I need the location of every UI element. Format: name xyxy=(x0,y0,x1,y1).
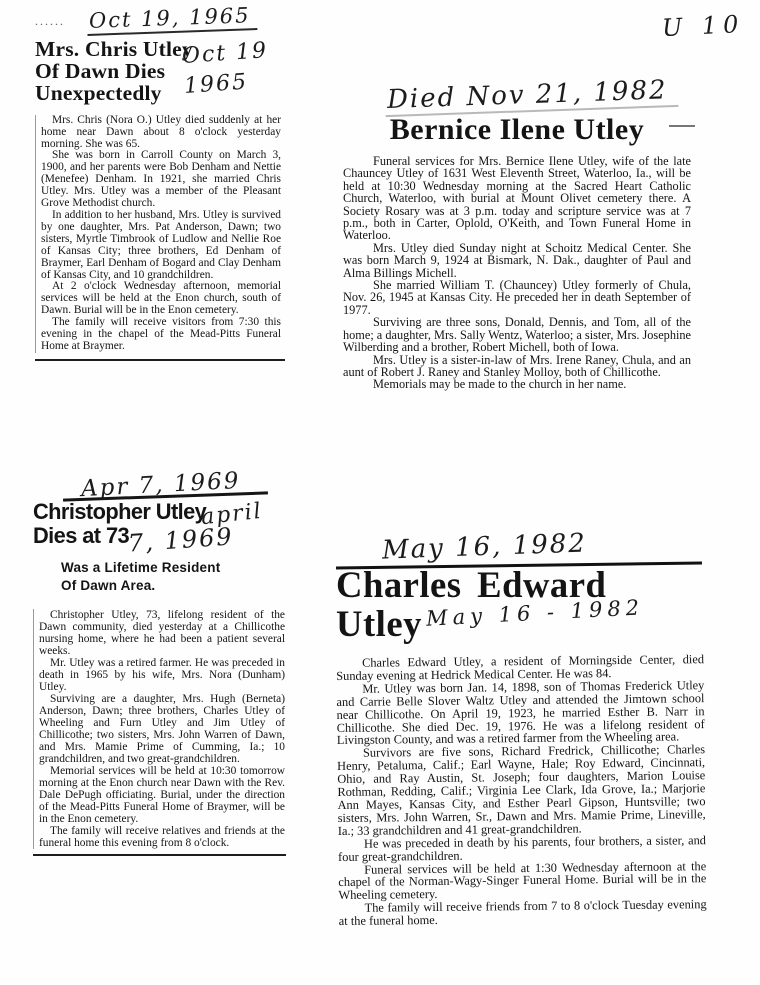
article-body xyxy=(343,155,691,391)
paragraph: Christopher Utley, 73, lifelong resident of the Dawn community, died yesterday at a Chillicothe nursing home, where he had been a patient several weeks. xyxy=(39,608,285,657)
paragraph: Mrs. Utley is a sister-in-law of Mrs. Irene Raney, Chula, and an aunt of Robert J. Raney and Stanley Molloy, both of Chillicothe. xyxy=(343,352,691,379)
clipping-bernice-ilene-utley xyxy=(343,75,691,392)
headline: Christopher Utley Dies at 73 xyxy=(33,499,207,548)
paragraph: Mrs. Chris (Nora O.) Utley died suddenly at her home near Dawn about 8 o'clock yesterday morning. She was 65. xyxy=(41,113,281,150)
paragraph: Funeral services will be held at 1:30 Wednesday afternoon at the chapel of the Norman-Wagy-Singer Funeral Home. Burial will be in the Wheeling cemetery. xyxy=(338,858,707,902)
article-body xyxy=(33,609,285,849)
paragraph: She married William T. (Chauncey) Utley formerly of Chula, Nov. 26, 1945 at Kansas City. He preceded her in death September of 1977. xyxy=(343,278,691,317)
paragraph: He was preceded in death by his parents, four brothers, a sister, and four great-grandchildren. xyxy=(338,832,707,864)
paragraph: At 2 o'clock Wednesday afternoon, memorial services will be held at the Enon church, south of Dawn. Burial will be in the Enon cemetery. xyxy=(41,280,281,317)
handwritten-date-row xyxy=(35,3,288,33)
headline: Mrs. Chris Utley Of Dawn Dies Unexpectedly xyxy=(35,37,193,105)
headline: Charles Edward Utley xyxy=(336,565,607,645)
handwritten-date-month: april xyxy=(199,498,264,531)
headline: Bernice Ilene Utley xyxy=(343,113,691,147)
handwritten-date: Died Nov 21, 1982 xyxy=(385,75,679,117)
headline-row xyxy=(35,39,288,105)
article-body xyxy=(336,653,707,928)
paragraph: The family will receive visitors from 7:30 this evening in the chapel of the Mead-Pitts Funeral Home at Braymer. xyxy=(41,316,281,352)
paragraph: Surviving are a daughter, Mrs. Hugh (Berneta) Anderson, Dawn; three brothers, Charles Utley of Wheeling and Furn Utley and Jim Utley of Chillicothe; two sisters, Mrs. John Warren of Dawn, and Mrs. Mamie Prime of Cumming, Ia.; 10 grandchildren, and two great-grandchildren. xyxy=(39,692,285,765)
paragraph: She was born in Carroll County on March 3, 1900, and her parents were Bob Denham and Nettie (Menefee) Denham. In 1921, she married Chris Utley. Mrs. Utley was a member of the Pleasant Grove Methodist church. xyxy=(41,149,281,210)
headline-row xyxy=(336,567,704,645)
paragraph: The family will receive friends from 7 to 8 o'clock Tuesday evening at the funeral home. xyxy=(338,897,707,928)
paragraph: In addition to her husband, Mrs. Utley is survived by one daughter, Mrs. Pat Anderson, Dawn; two sisters, Myrtle Timbrook of Ludlow and Nellie Roe of Kansas City; three brothers, Ed Denham of Braymer, Earl Denham of Bogard and Clay Denham of Kansas City, and 10 grandchildren. xyxy=(41,209,281,281)
paragraph: Memorials may be made to the church in her name. xyxy=(373,377,627,392)
handwritten-date-side: Oct 19 1965 xyxy=(181,38,269,99)
clipping-charles-edward-utley xyxy=(336,528,707,928)
paragraph: Mr. Utley was a retired farmer. He was preceded in death in 1965 by his wife, Mrs. Nora (Dunham) Utley. xyxy=(39,656,285,693)
clipping-divider-rule xyxy=(35,359,285,361)
handwritten-date: May 16, 1982 xyxy=(381,528,588,566)
paragraph: Surviving are three sons, Donald, Dennis, and Tom, all of the home; a daughter, Mrs. Sally Wentz, Waterloo; a sister, Mrs. Josephine Wilberding and a brother, Robert Michell, both of Iowa. xyxy=(343,315,691,355)
handwritten-date: Oct 19, 1965 xyxy=(87,3,257,36)
handwritten-date-overlay: May 16 - 1982 xyxy=(425,595,645,631)
clipping-mrs-chris-utley xyxy=(35,3,288,361)
headline-row xyxy=(33,498,291,558)
paragraph: Mr. Utley was born Jan. 14, 1898, son of Thomas Frederick Utley and Carrie Belle Slover Waltz Utley and attended the Jimtown school near Chillicothe. On April 19, 1923, he married Esther B. Narr in Chillicothe. She died Dec. 19, 1976. He was a lifelong resident of Livingston County, and was a retired farmer from the Wheeling area. xyxy=(336,677,705,748)
clipping-divider-rule xyxy=(33,854,286,856)
handwritten-date-day-year: 7, 1969 xyxy=(127,522,235,558)
subheadline: Was a Lifetime Resident Of Dawn Area. xyxy=(61,560,221,594)
paragraph: Memorial services will be held at 10:30 tomorrow morning at the Enon church near Dawn with the Rev. Dale DePugh officiating. Burial, under the direction of the Mead-Pitts Funeral Home of Braymer, will be in the Enon cemetery. xyxy=(39,764,285,825)
paragraph: The family will receive relatives and friends at the funeral home this evening from 8 o'clock. xyxy=(39,824,285,849)
article-body xyxy=(35,115,281,353)
dotted-leader: ...... xyxy=(35,14,65,28)
paragraph: Survivors are five sons, Richard Fredrick, Chillicothe; Charles Henry, Petaluma, Calif.; Earl Wayne, Hale; Roy Edward, Cincinnati, Ohio, and Ray Austin, St. Joseph; four daughters, Marion Louise Rothman, Redding, Calif.; Virginia Lee Clark, Ida Grove, Ia.; Marjorie Ann Mayes, Kansas City, and Esther Pearl Gipson, Huntsville; two sisters, Mrs. John Warren, Sr., Dawn and Mrs. Mamie Prime, Lineville, Ia.; 33 grandchildren and 41 great-grandchildren. xyxy=(337,742,706,838)
paragraph: Funeral services for Mrs. Bernice Ilene Utley, wife of the late Chauncey Utley of 1631 West Eleventh Street, Waterloo, Ia., will be held at 10:30 Wednesday morning at the Sacred Heart Catholic Church, Waterloo, with burial at Mount Olivet cemetery there. A Society Rosary was at 3 p.m. today and scripture service was at 7 p.m., both in Carter, Oplold, O'Keith, and Town Funeral Home in Waterloo. xyxy=(343,154,691,243)
paragraph: Charles Edward Utley, a resident of Morningside Center, died Sunday evening at Hedrick Medical Center. He was 84. xyxy=(336,651,705,683)
handwritten-corner-mark: U 10 xyxy=(660,9,745,43)
clipping-christopher-utley xyxy=(33,467,291,856)
handwritten-date: Apr 7, 1969 xyxy=(80,467,242,503)
paragraph: Mrs. Utley died Sunday night at Schoitz Medical Center. She was born March 9, 1924 at Bismark, N. Dak., daughter of Paul and Alma Billings Michell. xyxy=(343,240,691,280)
